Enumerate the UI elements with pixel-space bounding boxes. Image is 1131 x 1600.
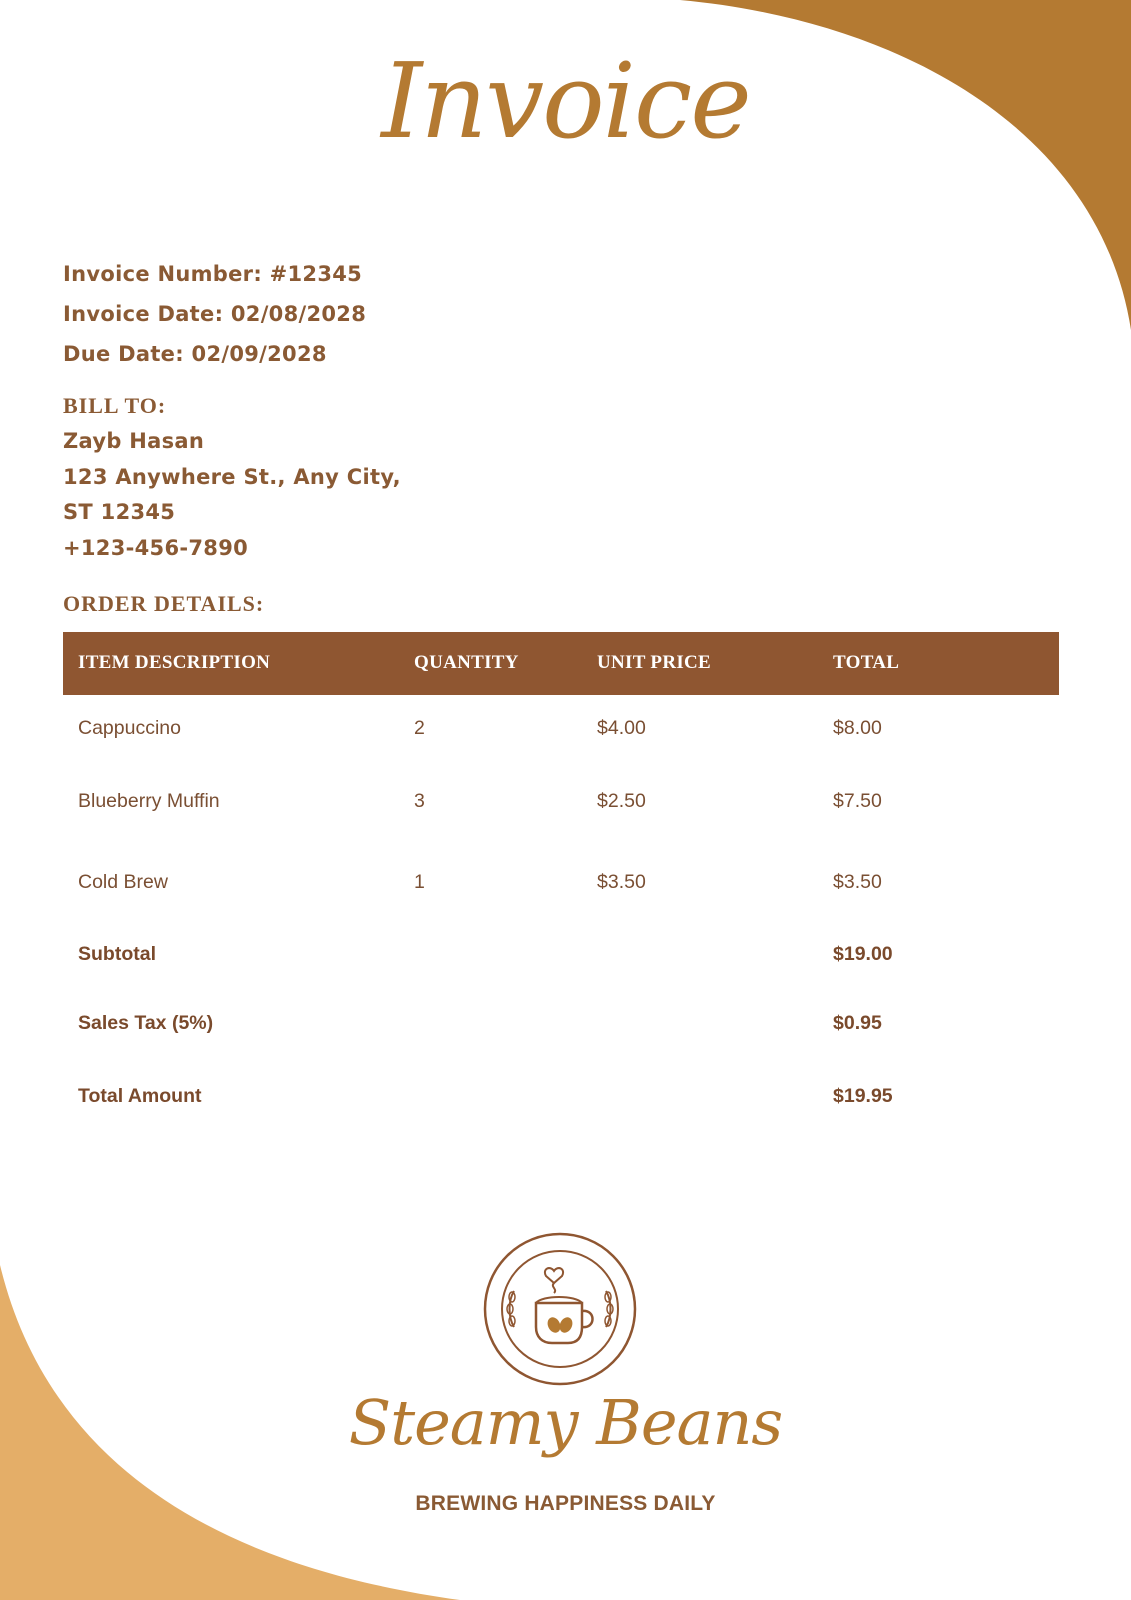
total-amount-label: Total Amount: [78, 1085, 202, 1107]
subtotal-label: Subtotal: [78, 943, 156, 965]
order-details-label: ORDER DETAILS:: [63, 591, 265, 616]
item-total: $8.00: [833, 717, 882, 739]
invoice-title: Invoice: [381, 40, 750, 162]
invoice-number: Invoice Number: #12345: [63, 262, 363, 286]
customer-phone: +123-456-7890: [63, 535, 249, 560]
coffee-cup-logo-icon: [482, 1231, 638, 1387]
item-quantity: 2: [414, 717, 425, 739]
header-quantity: QUANTITY: [414, 652, 519, 673]
item-total: $7.50: [833, 790, 882, 812]
brand-tagline: BREWING HAPPINESS DAILY: [415, 1492, 716, 1515]
item-quantity: 3: [414, 790, 425, 812]
sales-tax-value: $0.95: [833, 1012, 882, 1034]
subtotal-value: $19.00: [833, 943, 893, 965]
bill-to-label: BILL TO:: [63, 393, 167, 418]
item-description: Blueberry Muffin: [78, 790, 220, 812]
header-total: TOTAL: [833, 652, 900, 673]
order-table-header: [63, 632, 1059, 695]
header-item-description: ITEM DESCRIPTION: [78, 652, 271, 673]
item-unit-price: $3.50: [597, 871, 646, 893]
invoice-date: Invoice Date: 02/08/2028: [63, 302, 367, 326]
total-amount-value: $19.95: [833, 1085, 893, 1107]
item-description: Cappuccino: [78, 717, 181, 739]
sales-tax-label: Sales Tax (5%): [78, 1012, 214, 1034]
item-quantity: 1: [414, 871, 425, 893]
due-date: Due Date: 02/09/2028: [63, 342, 327, 366]
bill-to-block: [63, 424, 401, 566]
customer-address-line1: 123 Anywhere St., Any City,: [63, 464, 401, 489]
customer-address-line2: ST 12345: [63, 500, 176, 524]
brand-name: Steamy Beans: [348, 1386, 783, 1459]
header-unit-price: UNIT PRICE: [597, 652, 712, 673]
invoice-meta: [63, 254, 366, 374]
item-description: Cold Brew: [78, 871, 168, 893]
item-unit-price: $4.00: [597, 717, 646, 739]
item-unit-price: $2.50: [597, 790, 646, 812]
item-total: $3.50: [833, 871, 882, 893]
customer-name: Zayb Hasan: [63, 429, 205, 453]
